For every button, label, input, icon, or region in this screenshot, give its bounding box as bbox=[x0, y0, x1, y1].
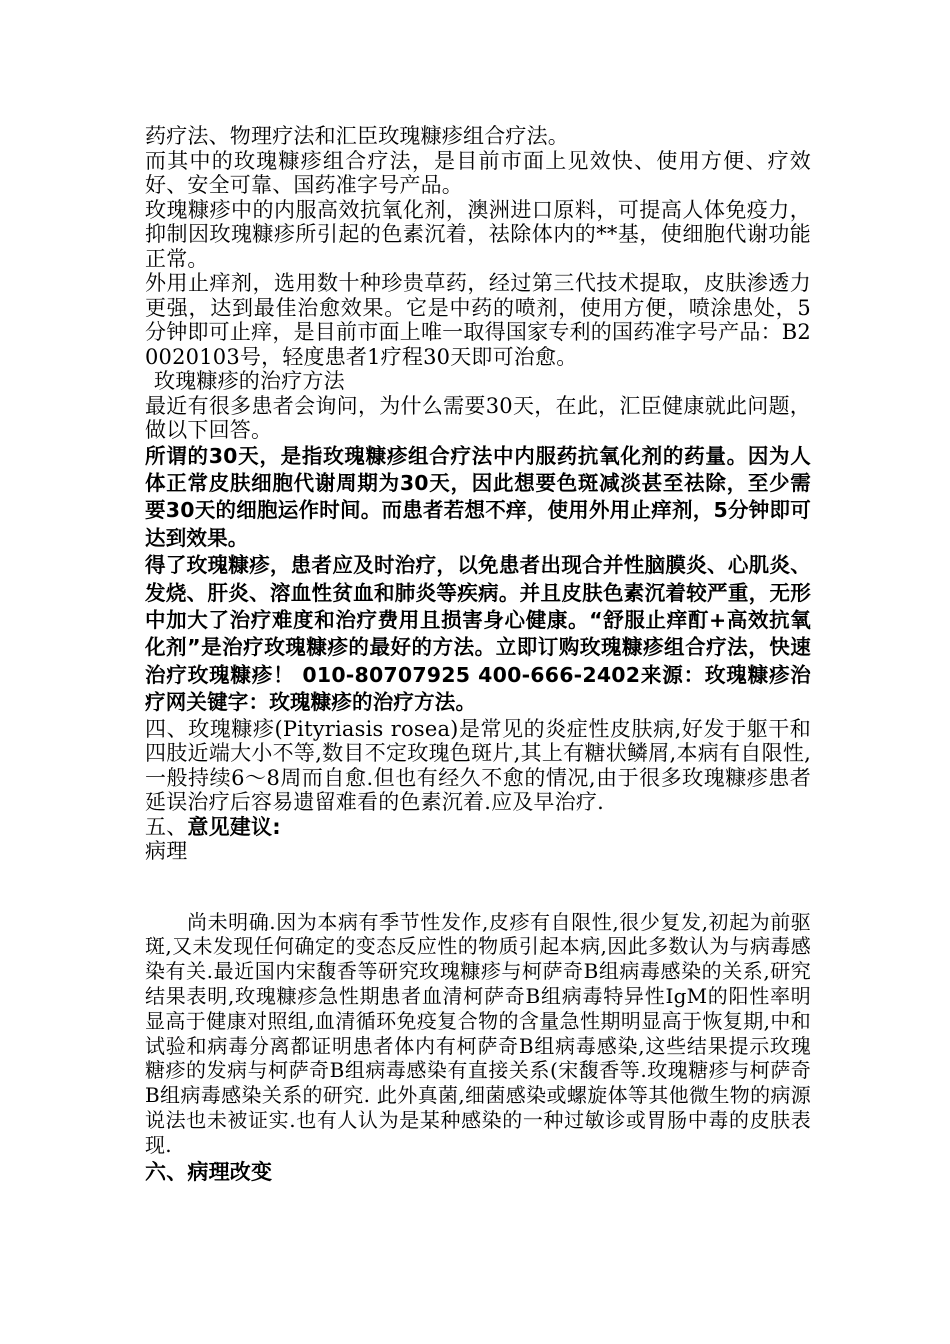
section-five-title: 意见建议: bbox=[187, 814, 281, 839]
blank-gap bbox=[145, 864, 811, 910]
section-four-paragraph: 四、玫瑰糠疹(Pityriasis rosea)是常见的炎症性皮肤病,好发于躯干和四肢近端大小不等,数目不定玫瑰色斑片,其上有糖状鳞屑,本病有自限性,一般持续6～8周而自愈.但也有经久不愈的情况,由于很多玫瑰糠疹患者延误治疗后容易遗留难看的色素沉着.应及早治疗. bbox=[145, 716, 811, 815]
paragraph-anti-itch-spray: 外用止痒剂，选用数十种珍贵草药，经过第三代技术提取，皮肤渗透力更强，达到最佳治愈效果。它是中药的喷剂，使用方便，喷涂患处，5分钟即可止痒，是目前市面上唯一取得国家专利的国药准字号产品：B20020103号，轻度患者1疗程30天即可治愈。 bbox=[145, 271, 811, 369]
paragraph-heading-treatment: 玫瑰糠疹的治疗方法 bbox=[154, 369, 345, 393]
bold-paragraph-30-days: 所谓的30天，是指玫瑰糠疹组合疗法中内服药抗氧化剂的药量。因为人体正常皮肤细胞代谢周期为30天，因此想要色斑减淡甚至祛除，至少需要30天的细胞运作时间。而患者若想不痒，使用外用止痒剂，5分钟即可达到效果。 bbox=[145, 443, 811, 550]
section-five-prefix: 五、 bbox=[145, 814, 188, 839]
bold-paragraph-complications: 得了玫瑰糠疹，患者应及时治疗，以免患者出现合并性脑膜炎、心肌炎、发烧、肝炎、溶血性贫血和肺炎等疾病。并且皮肤色素沉着较严重，无形中加大了治疗难度和治疗费用且损害身心健康。“舒服止痒酊+高效抗氧化剂”是治疗玫瑰糠疹的最好的方法。立即订购玫瑰糠疹组合疗法，快速治疗玫瑰糠疹！ 010-80707925 400-666-2402来源：玫瑰糠疹治疗网关键字：玫瑰糠疹的治疗方法。 bbox=[145, 553, 811, 715]
paragraph-treatment-methods: 药疗法、物理疗法和汇臣玫瑰糠疹组合疗法。 bbox=[145, 124, 569, 148]
paragraph-why-30-days: 最近有很多患者会询问，为什么需要30天，在此，汇臣健康就此问题，做以下回答。 bbox=[145, 393, 811, 442]
paragraph-antioxidant: 玫瑰糠疹中的内服高效抗氧化剂，澳洲进口原料，可提高人体免疫力，抑制因玫瑰糠疹所引起的色素沉着，祛除体内的**基，使细胞代谢功能正常。 bbox=[145, 197, 811, 271]
pathology-label: 病理 bbox=[145, 839, 188, 864]
document-page bbox=[145, 124, 811, 1184]
section-five-heading bbox=[145, 815, 811, 840]
section-six-heading: 六、病理改变 bbox=[145, 1159, 273, 1184]
paragraph-combo-therapy: 而其中的玫瑰糠疹组合疗法，是目前市面上见效快、使用方便、疗效好、安全可靠、国药准字号产品。 bbox=[145, 148, 811, 197]
pathology-paragraph: 尚未明确.因为本病有季节性发作,皮疹有自限性,很少复发,初起为前驱斑,又未发现任何确定的变态反应性的物质引起本病,因此多数认为与病毒感染有关.最近国内宋馥香等研究玫瑰糠疹与柯萨奇B组病毒感染的关系,研究结果表明,玫瑰糠疹急性期患者血清柯萨奇B组病毒特异性IgM的阳性率明显高于健康对照组,血清循环免疫复合物的含量急性期明显高于恢复期,中和试验和病毒分离都证明患者体内有柯萨奇B组病毒感染,这些结果提示玫瑰糖疹的发病与柯萨奇B组病毒感染有直接关系(宋馥香等.玫瑰糖疹与柯萨奇B组病毒感染关系的研究. 此外真菌,细菌感染或螺旋体等其他微生物的病源说法也未被证实.也有人认为是某种感染的一种过敏诊或胃肠中毒的皮肤表现. bbox=[145, 909, 811, 1157]
